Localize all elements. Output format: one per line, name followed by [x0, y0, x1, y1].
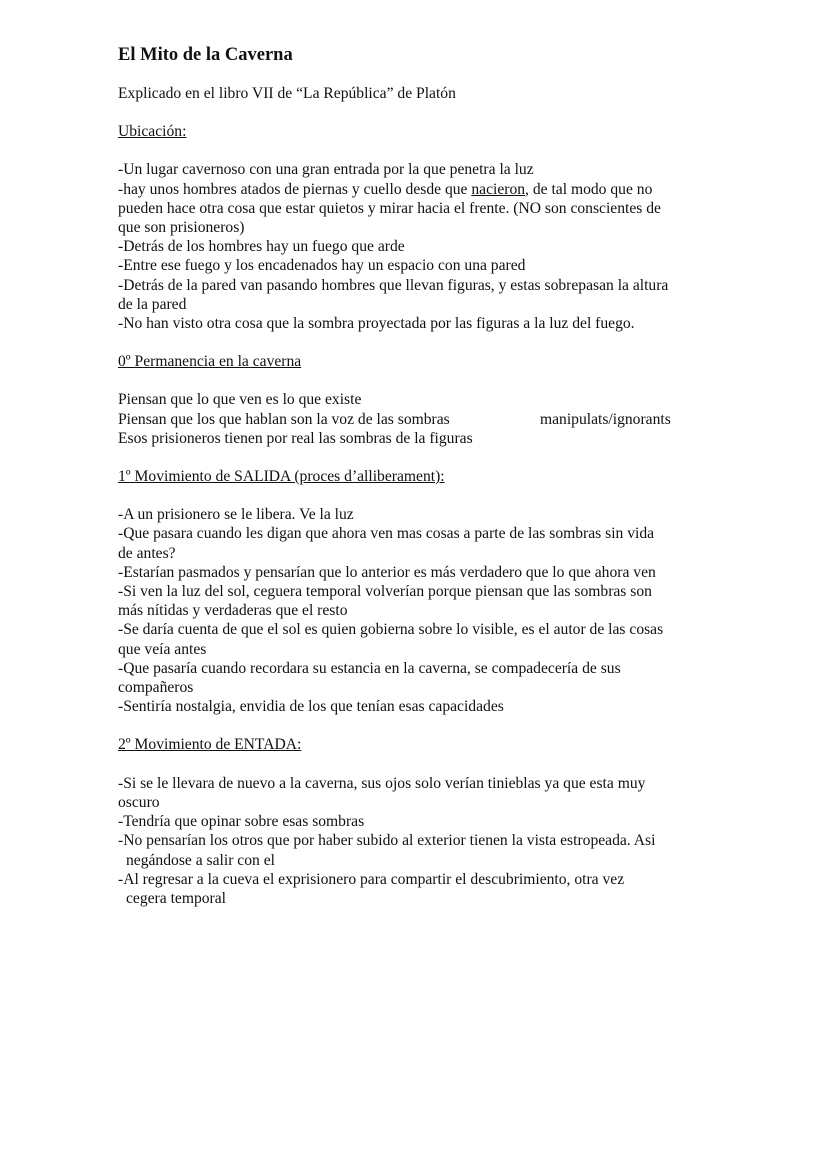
text-line: -Que pasaría cuando recordara su estancia en la caverna, se compadecería de sus — [118, 659, 621, 677]
section-heading-ubicacion: Ubicación: — [118, 123, 187, 141]
text-segment: , de tal modo que no — [525, 180, 653, 198]
text-segment: Piensan que los que hablan son la voz de las sombras — [118, 410, 450, 428]
text-line: que veía antes — [118, 640, 207, 658]
text-line: -A un prisionero se le libera. Ve la luz — [118, 506, 354, 524]
document-subtitle: Explicado en el libro VII de “La República” de Platón — [118, 85, 456, 102]
text-line: pueden hace otra cosa que estar quietos y mirar hacia el frente. (NO son conscientes de — [118, 199, 661, 217]
underlined-word: nacieron — [471, 180, 526, 198]
text-line: -Entre ese fuego y los encadenados hay un espacio con una pared — [118, 257, 526, 275]
text-line: compañeros — [118, 679, 194, 697]
text-line: -Al regresar a la cueva el exprisionero para compartir el descubrimiento, otra vez — [118, 870, 625, 888]
text-line: -Tendría que opinar sobre esas sombras — [118, 813, 365, 831]
text-line: -Que pasara cuando les digan que ahora ven mas cosas a parte de las sombras sin vida — [118, 525, 655, 543]
text-line: -No pensarían los otros que por haber subido al exterior tienen la vista estropeada. Asi — [118, 832, 656, 850]
text-line — [118, 410, 718, 429]
text-line — [118, 180, 718, 199]
document-page — [118, 44, 718, 927]
section-body-ubicacion — [118, 160, 718, 333]
section-body-permanencia — [118, 390, 718, 448]
text-line: de la pared — [118, 295, 187, 313]
text-line: -Detrás de los hombres hay un fuego que arde — [118, 238, 405, 256]
section-heading-entrada: 2º Movimiento de ENTADA: — [118, 736, 302, 754]
text-line: negándose a salir con el — [126, 851, 275, 869]
text-line: más nítidas y verdaderas que el resto — [118, 602, 348, 620]
text-line: Piensan que lo que ven es lo que existe — [118, 391, 362, 409]
text-line: -Sentiría nostalgia, envidia de los que tenían esas capacidades — [118, 698, 504, 716]
text-line: -Un lugar cavernoso con una gran entrada por la que penetra la luz — [118, 161, 534, 179]
text-line: Esos prisioneros tienen por real las sombras de la figuras — [118, 429, 473, 447]
text-line: cegera temporal — [126, 889, 226, 907]
text-line: -Detrás de la pared van pasando hombres que llevan figuras, y estas sobrepasan la altura — [118, 276, 669, 294]
section-heading-permanencia: 0º Permanencia en la caverna — [118, 353, 302, 371]
document-title: El Mito de la Caverna — [118, 45, 293, 65]
text-line: oscuro — [118, 793, 160, 811]
section-body-entrada — [118, 774, 718, 908]
text-line: -No han visto otra cosa que la sombra proyectada por las figuras a la luz del fuego. — [118, 315, 635, 333]
text-line: que son prisioneros) — [118, 219, 245, 237]
text-line: -Si se le llevara de nuevo a la caverna, sus ojos solo verían tinieblas ya que esta muy — [118, 774, 646, 792]
text-line: de antes? — [118, 544, 176, 562]
text-line: -Se daría cuenta de que el sol es quien gobierna sobre lo visible, es el autor de las cosas — [118, 621, 664, 639]
text-line: -Si ven la luz del sol, ceguera temporal volverían porque piensan que las sombras son — [118, 583, 652, 601]
side-note: manipulats/ignorants — [540, 410, 671, 428]
section-heading-salida: 1º Movimiento de SALIDA (proces d’alliberament): — [118, 468, 445, 486]
text-line: -Estarían pasmados y pensarían que lo anterior es más verdadero que lo que ahora ven — [118, 563, 656, 581]
section-body-salida — [118, 505, 718, 716]
text-segment: -hay unos hombres atados de piernas y cuello desde que — [118, 180, 472, 198]
